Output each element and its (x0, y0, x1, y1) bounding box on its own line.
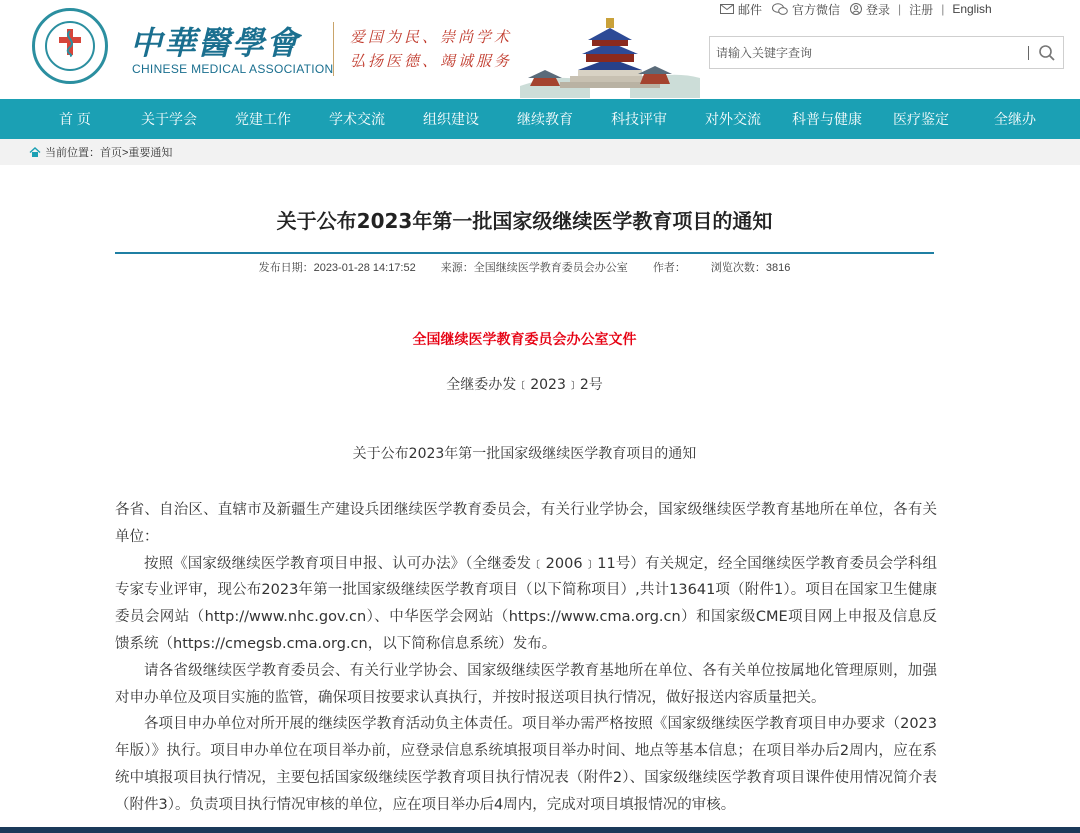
view-count: 浏览次数：3816 (710, 262, 791, 274)
register-link[interactable] (909, 1, 933, 18)
document-subtitle: 关于公布2023年第一批国家级继续医学教育项目的通知 (352, 446, 697, 462)
nav-item-home[interactable]: 首 页 (59, 111, 91, 127)
breadcrumb-text[interactable]: 当前位置：首页>重要通知 (45, 147, 173, 159)
logo-divider (333, 22, 334, 76)
search-divider (1028, 46, 1029, 60)
nav-item-cme-office[interactable]: 全继办 (994, 111, 1036, 127)
main-nav (0, 99, 1080, 139)
mail-link[interactable] (720, 1, 762, 18)
medical-cross-icon (57, 27, 83, 57)
search-icon[interactable] (1038, 44, 1056, 62)
article-paragraph: 按照《国家级继续医学教育项目申报、认可办法》（全继委发﹝2006﹞11号）有关规定，经全国继续医学教育委员会学科组专家专业评审，现公布2023年第一批国家级继续医学教育项目（以下简称项目）,共计13641项（附件1）。项目在国家卫生健康委员会网站（http://www.nhc.gov.cn）、中华医学会网站（https://www.cma.org.cn）和国家级CME项目网上申报及信息反馈系统（https://cmegsb.cma.org.cn，以下简称信息系统）发布。 (115, 555, 937, 652)
article-author: 作者： (652, 262, 686, 274)
nav-item-party-building[interactable]: 党建工作 (235, 111, 291, 127)
motto-line-2: 弘扬医德、竭诚服务 (350, 52, 513, 70)
mail-icon (720, 4, 734, 14)
nav-item-tech-review[interactable]: 科技评审 (611, 111, 667, 127)
wechat-icon (772, 3, 788, 15)
login-link[interactable] (850, 1, 890, 18)
title-rule (115, 252, 934, 254)
document-number: 全继委办发﹝2023﹞2号 (446, 377, 603, 393)
top-links (720, 1, 1002, 17)
wechat-link[interactable] (772, 1, 840, 18)
article-meta (115, 259, 934, 275)
login-label: 登录 (866, 2, 891, 17)
article-paragraph: 各项目申办单位对所开展的继续医学教育活动负主体责任。项目举办需严格按照《国家级继续医学教育项目申办要求（2023年版）》执行。项目申办单位在项目举办前，应登录信息系统填报项目举办时间、地点等基本信息；在项目举办后2周内，应在系统中填报项目执行情况，主要包括国家级继续医学教育项目执行情况表（附件2）、国家级继续医学教育项目课件使用情况简介表（附件3）。负责项目执行情况审核的单位，应在项目举办后4周内，完成对项目填报情况的审核。 (115, 716, 937, 813)
register-label: 注册 (909, 2, 934, 17)
article-paragraph: 请各省级继续医学教育委员会、有关行业学协会、国家级继续医学教育基地所在单位、各有关单位按属地化管理原则，加强对申办单位及项目实施的监管，确保项目按要求认真执行，并按时报送项目执行情况，做好报送内容质量把关。 (115, 662, 937, 706)
temple-of-heaven-illustration (520, 12, 700, 98)
article-source: 来源：全国继续医学教育委员会办公室 (440, 262, 628, 274)
cma-logo-seal[interactable] (32, 8, 108, 84)
nav-item-organization[interactable]: 组织建设 (423, 111, 479, 127)
nav-item-about[interactable]: 关于学会 (141, 111, 197, 127)
logo-chinese-name[interactable]: 中華醫學會 (130, 24, 301, 62)
breadcrumb-bar (0, 139, 1080, 165)
english-label: English (952, 2, 992, 16)
bottom-edge-bar (0, 827, 1080, 833)
home-icon (29, 147, 41, 158)
nav-item-medical-appraisal[interactable]: 医疗鉴定 (893, 111, 949, 127)
toplink-separator: | (898, 2, 902, 16)
article-body (115, 497, 937, 819)
wechat-label: 官方微信 (792, 2, 841, 17)
document-issuer: 全国继续医学教育委员会办公室文件 (412, 332, 637, 348)
mail-label: 邮件 (738, 2, 763, 17)
publish-date: 发布日期：2023-01-28 14:17:52 (258, 262, 416, 274)
breadcrumb (29, 144, 172, 160)
nav-item-continuing-education[interactable]: 继续教育 (517, 111, 573, 127)
nav-item-foreign-exchange[interactable]: 对外交流 (705, 111, 761, 127)
nav-item-academic-exchange[interactable]: 学术交流 (329, 111, 385, 127)
logo-english-name[interactable]: CHINESE MEDICAL ASSOCIATION (132, 62, 334, 76)
toplink-separator: | (941, 2, 945, 16)
nav-item-science-health[interactable]: 科普与健康 (792, 111, 862, 127)
site-header (0, 0, 1080, 99)
english-link[interactable] (952, 2, 991, 16)
article-title: 关于公布2023年第一批国家级继续医学教育项目的通知 (276, 209, 773, 233)
search-box (709, 36, 1064, 69)
search-input[interactable] (710, 37, 1025, 68)
article-paragraph: 各省、自治区、直辖市及新疆生产建设兵团继续医学教育委员会，有关行业学协会，国家级继续医学教育基地所在单位，各有关单位： (115, 502, 937, 545)
user-icon (850, 3, 862, 15)
motto-line-1: 爱国为民、崇尚学术 (350, 28, 513, 46)
